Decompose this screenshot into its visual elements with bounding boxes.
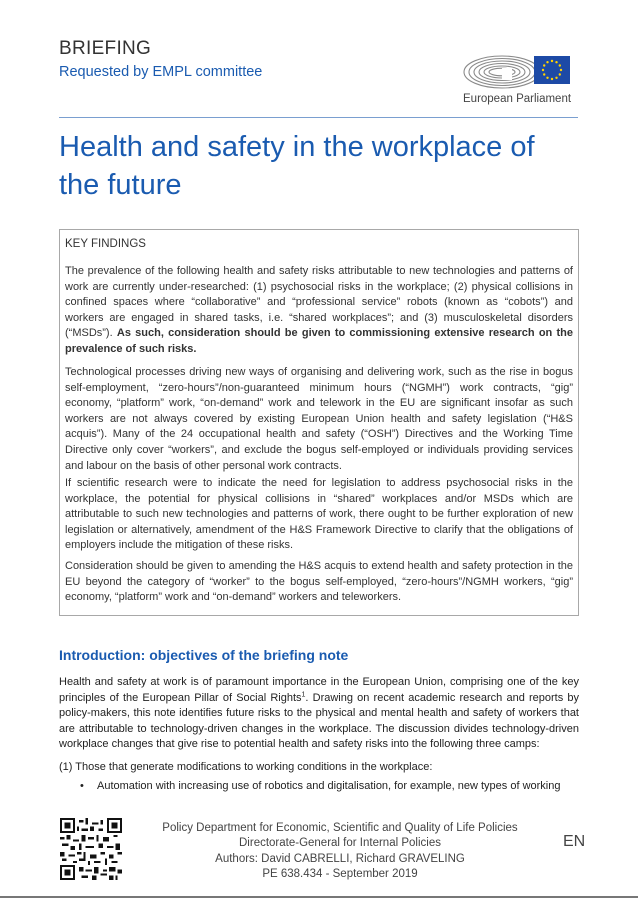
key-findings-paragraph-1 [65, 264, 573, 358]
key-findings-paragraph-3: If scientific research were to indicate the need for legislation to address psychosocial risks in the workplace, the potential for physical collisions in “shared” workplaces and/or MSDs which are attributable to such new technologies and patterns of work, there ought to be further exploration of new legislation or alternatively, amendment of the H&S Framework Directive to clarify that the obligations of employers include the mitigation of these risks. [65, 477, 573, 552]
requested-by-label: Requested by EMPL committee [59, 64, 263, 80]
language-label: EN [563, 833, 586, 850]
intro-paragraph-1 [59, 675, 579, 753]
footer-directorate: Directorate-General for Internal Policies [239, 837, 441, 850]
briefing-label: BRIEFING [59, 38, 152, 59]
intro-paragraph-1-text-cont: . Drawing on recent academic research and reports by policy-makers, this note identifies future risks to the physical and mental health and safety of workers that are attributable to technology-driven changes in the workplace. The discussion divides technology-driven workplace changes that give rise to potential health and safety risks into the following three camps: [59, 691, 579, 751]
key-findings-paragraph-2: Technological processes driving new ways of organising and delivering work, such as the rise in bogus self-employment, “zero-hours”/non-guaranteed minimum hours (“NGMH”) work contracts, “gig” economy, “platform” work, “on-demand” work and telework in the EU are significant insofar as such workers are not always covered by existing European Union health and safety legislation (“H&S acquis”). Many of the 24 occupational health and safety (“OSH”) Directives and the Working Time Directive only cover “workers”, and exclude the bogus self-employed or individuals providing services and labour on the basis of other personal work contracts. [65, 366, 573, 472]
footer-info [140, 821, 540, 883]
intro-paragraph-2: (1) Those that generate modifications to working conditions in the workplace: [59, 761, 433, 773]
bottom-divider [0, 896, 638, 898]
footer-authors: Authors: David CABRELLI, Richard GRAVELING [215, 852, 465, 865]
page-title: Health and safety in the workplace of the future [59, 131, 535, 201]
key-findings-heading: KEY FINDINGS [65, 238, 146, 250]
intro-heading: Introduction: objectives of the briefing note [59, 647, 349, 663]
key-findings-paragraph-1-bold: As such, consideration should be given to commissioning extensive research on the prevalence of such risks. [65, 327, 573, 355]
bullet-item-1: Automation with increasing use of robotics and digitalisation, for example, new types of working [97, 780, 561, 792]
key-findings-paragraph-1-text: The prevalence of the following health and safety risks attributable to new technologies and patterns of work are currently under-researched: (1) psychosocial risks in the workplace; (2) physical collisions in confined spaces where “collaborative” and “professional service” robots (known as “cobots”) and workers are engaged in shared tasks, i.e. “shared workplaces”; and (3) musculoskeletal disorders (“MSDs”). [65, 265, 573, 340]
header-divider [59, 117, 578, 118]
key-findings-paragraph-4: Consideration should be given to amending the H&S acquis to extend health and safety protection in the EU beyond the category of “worker” to the bogus self-employed, “zero-hours”/NGMH workers, “gig” economy, “platform” work and “on-demand” workers and teleworkers. [65, 560, 573, 604]
intro-paragraph-1-text: Health and safety at work is of paramount importance in the European Union, comprising one of the key principles of the European Pillar of Social Rights [59, 676, 579, 704]
footer-reference: PE 638.434 - September 2019 [262, 868, 418, 881]
bullet-icon: • [80, 780, 84, 792]
european-parliament-logo-text: European Parliament [463, 93, 572, 105]
footnote-ref-1[interactable]: 1 [301, 690, 306, 698]
qr-code[interactable] [60, 818, 122, 880]
footer-department: Policy Department for Economic, Scientific and Quality of Life Policies [162, 822, 518, 834]
